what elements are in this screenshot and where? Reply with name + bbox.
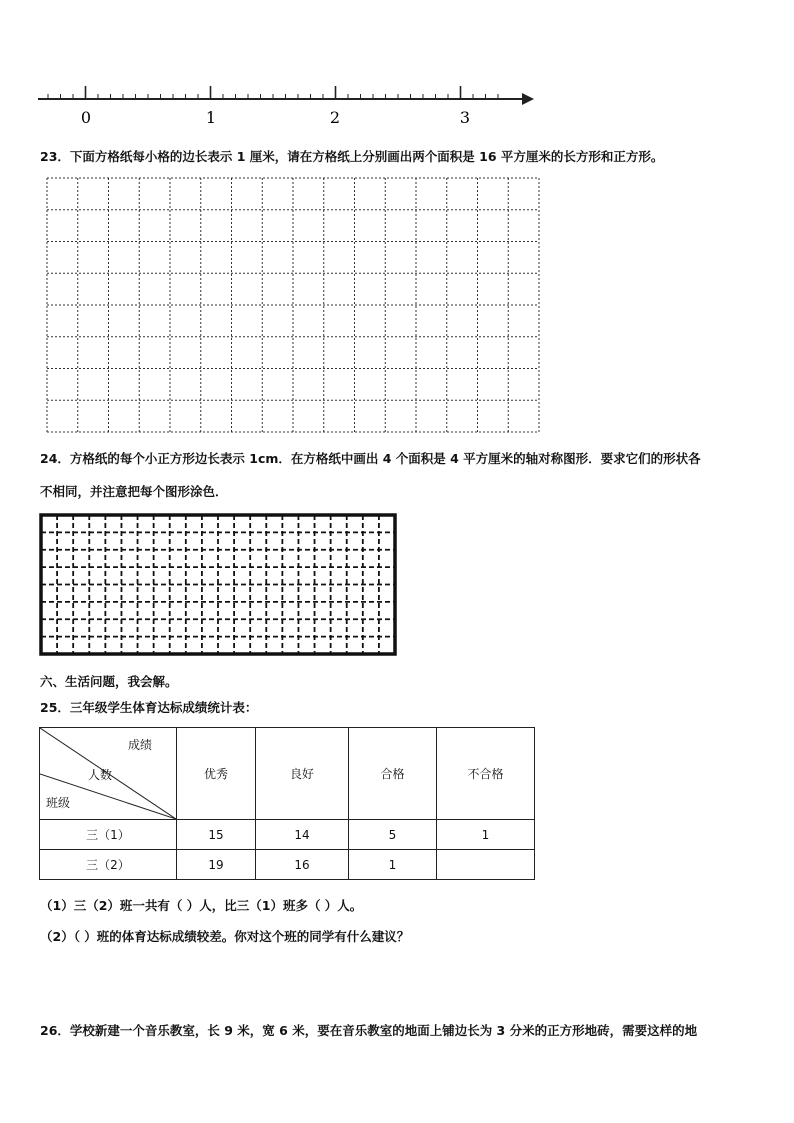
number-line-arrow (522, 93, 534, 105)
number-line-label-2: 2 (329, 108, 341, 127)
number-line (36, 78, 540, 128)
header-good: 良好 (256, 728, 349, 820)
row-class-label: 三（2） (40, 850, 177, 880)
question-25-title: 25．三年级学生体育达标成绩统计表： (40, 700, 258, 715)
table-cell: 5 (349, 820, 437, 850)
table-cell: 16 (256, 850, 349, 880)
number-line-label-1: 1 (205, 108, 217, 127)
section-6-title: 六、生活问题，我会解。 (40, 674, 178, 689)
table-header-row (40, 728, 535, 820)
row-class-label: 三（1） (40, 820, 177, 850)
table-row (40, 820, 535, 850)
question-23: 23．下面方格纸每小格的边长表示 1 厘米，请在方格纸上分别画出两个面积是 16 平方厘米的长方形和正方形。 (40, 149, 664, 164)
header-pass: 合格 (349, 728, 437, 820)
table-cell: 19 (177, 850, 256, 880)
table-cell: 1 (437, 820, 535, 850)
grid-paper-q24[interactable] (38, 512, 398, 657)
question-25-sub-1: （1）三（2）班一共有（ ）人，比三（1）班多（ ）人。 (40, 898, 363, 913)
corner-label-class: 班级 (46, 796, 71, 810)
question-25-sub-2: （2）（ ）班的体育达标成绩较差。你对这个班的同学有什么建议？ (40, 929, 410, 944)
table-corner-cell (40, 728, 177, 820)
question-24-line-2: 不相同，并注意把每个图形涂色． (40, 484, 228, 499)
header-fail: 不合格 (437, 728, 535, 820)
corner-label-count: 人数 (88, 768, 113, 782)
question-24-line-1: 24．方格纸的每个小正方形边长表示 1cm．在方格纸中画出 4 个面积是 4 平方厘米的轴对称图形．要求它们的形状各 (40, 451, 701, 466)
number-line-label-0: 0 (80, 108, 92, 127)
table-cell: 1 (349, 850, 437, 880)
table-cell: 14 (256, 820, 349, 850)
number-line-ticks (48, 86, 498, 99)
table-cell: 15 (177, 820, 256, 850)
corner-label-score: 成绩 (128, 738, 153, 752)
stats-table (39, 727, 535, 880)
table-row (40, 850, 535, 880)
question-26: 26．学校新建一个音乐教室，长 9 米，宽 6 米，要在音乐教室的地面上铺边长为 3 分米的正方形地砖，需要这样的地 (40, 1023, 698, 1038)
table-cell-empty[interactable] (437, 850, 535, 880)
header-excellent: 优秀 (177, 728, 256, 820)
number-line-label-3: 3 (459, 108, 471, 127)
grid-paper-q23[interactable] (46, 177, 540, 433)
